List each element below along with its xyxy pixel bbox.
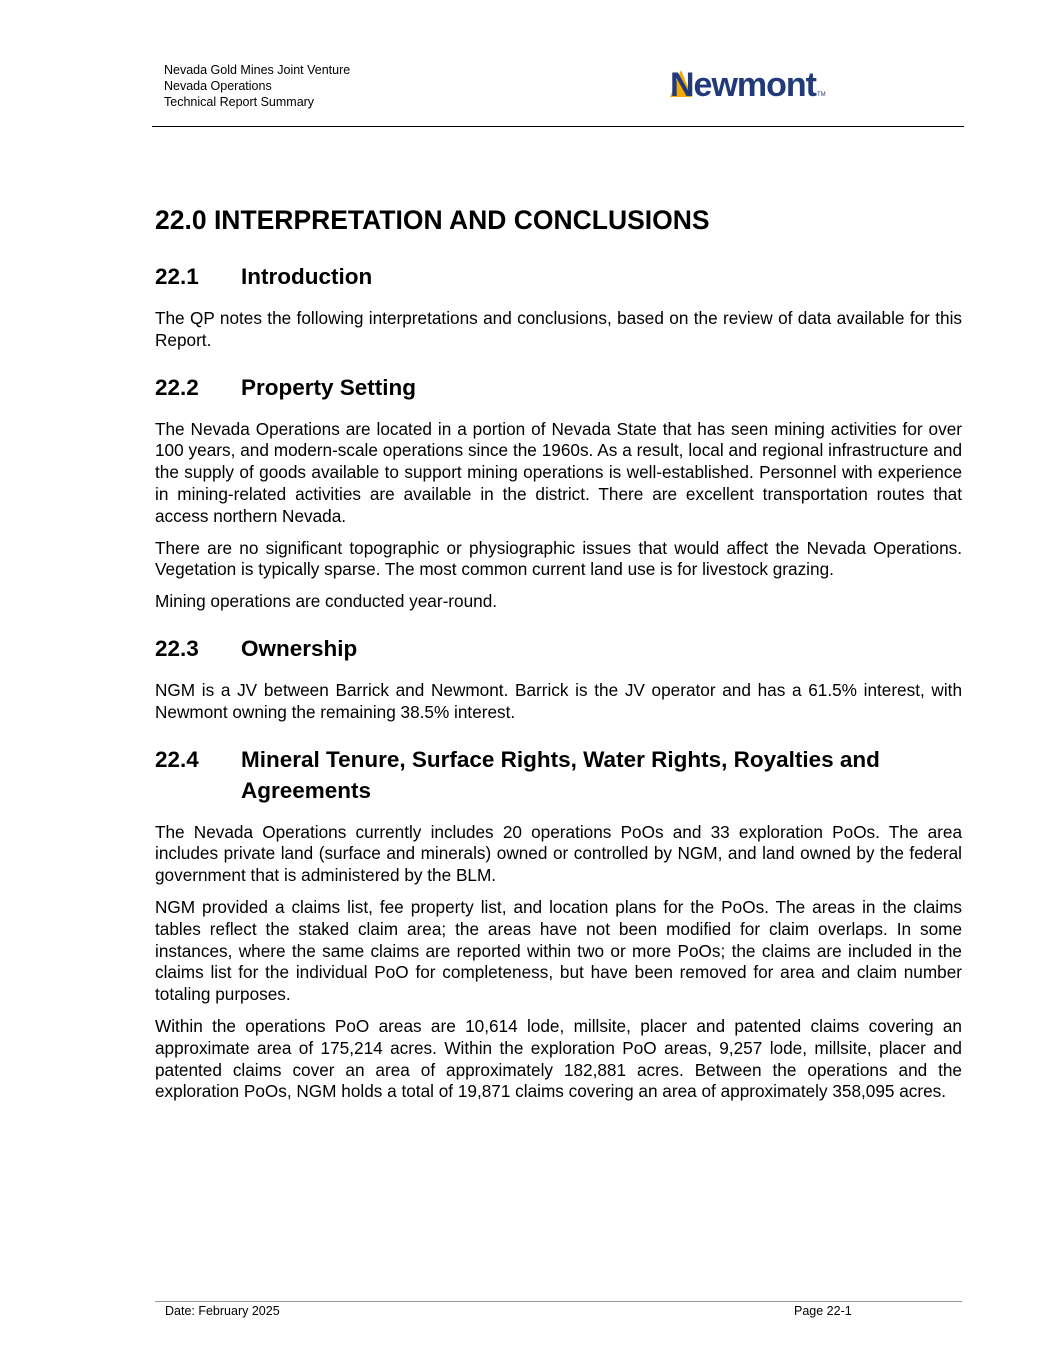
- document-body: [155, 203, 962, 1113]
- section-number: 22.3: [155, 635, 199, 661]
- paragraph: NGM provided a claims list, fee property list, and location plans for the PoOs. The areas in the claims tables reflect the staked claim area; the areas have not been modified for claim overlaps. In some instances, where the same claims are reported within two or more PoOs; the claims are included in the claims list for the individual PoO for completeness, but have been removed for area and claim number totaling purposes.: [155, 896, 962, 1005]
- footer-divider: [155, 1301, 962, 1302]
- header-line-1: Nevada Gold Mines Joint Venture: [164, 63, 351, 77]
- paragraph: The QP notes the following interpretations and conclusions, based on the review of data available for this Report.: [155, 308, 962, 350]
- section-heading: [155, 372, 962, 403]
- section-introduction: [155, 261, 962, 352]
- section-heading: [155, 633, 962, 664]
- section-heading: [155, 261, 962, 292]
- logo-wordmark: Newmont: [670, 66, 816, 104]
- page-title: 22.0 INTERPRETATION AND CONCLUSIONS: [155, 205, 710, 235]
- section-title: Mineral Tenure, Surface Rights, Water Rights, Royalties and Agreements: [241, 746, 880, 803]
- section-heading: [155, 744, 962, 806]
- logo-trademark: TM: [817, 92, 826, 98]
- section-title: Ownership: [241, 635, 358, 661]
- header-line-3: Technical Report Summary: [164, 95, 315, 109]
- section-property-setting: [155, 372, 962, 613]
- paragraph: Mining operations are conducted year-round.: [155, 591, 498, 612]
- paragraph: NGM is a JV between Barrick and Newmont. Barrick is the JV operator and has a 61.5% interest, with Newmont owning the remaining 38.5% interest.: [155, 679, 962, 722]
- section-ownership: [155, 633, 962, 724]
- section-number: 22.4: [155, 746, 199, 772]
- header-info: [164, 62, 350, 110]
- paragraph: There are no significant topographic or physiographic issues that would affect the Nevada Operations. Vegetation is typically sparse. The most common current land use is for livestock grazing.: [155, 537, 962, 580]
- header-line-2: Nevada Operations: [164, 79, 272, 93]
- section-number: 22.1: [155, 264, 199, 289]
- header-divider: [152, 126, 964, 127]
- page-number: Page 22-1: [794, 1304, 852, 1318]
- section-title: Introduction: [241, 264, 373, 289]
- footer-date: Date: February 2025: [165, 1304, 280, 1318]
- section-mineral-tenure: [155, 744, 962, 1104]
- section-number: 22.2: [155, 374, 199, 400]
- newmont-logo: [670, 68, 826, 102]
- paragraph: The Nevada Operations currently includes 20 operations PoOs and 33 exploration PoOs. The area includes private land (surface and minerals) owned or controlled by NGM, and land owned by the federal government that is administered by the BLM.: [155, 821, 962, 886]
- paragraph: The Nevada Operations are located in a portion of Nevada State that has seen mining activities for over 100 years, and modern-scale operations since the 1960s. As a result, local and regional infrastructure and the supply of goods available to support mining operations is well-established. Personnel with experience in mining-related activities are available in the district. There are excellent transportation routes that access northern Nevada.: [155, 418, 962, 526]
- paragraph: Within the operations PoO areas are 10,614 lode, millsite, placer and patented claims covering an approximate area of 175,214 acres. Within the exploration PoO areas, 9,257 lode, millsite, placer and patented claims cover an area of approximately 182,881 acres. Between the operations and the exploration PoOs, NGM holds a total of 19,871 claims covering an area of approximately 358,095 acres.: [155, 1015, 962, 1102]
- section-title: Property Setting: [241, 374, 417, 400]
